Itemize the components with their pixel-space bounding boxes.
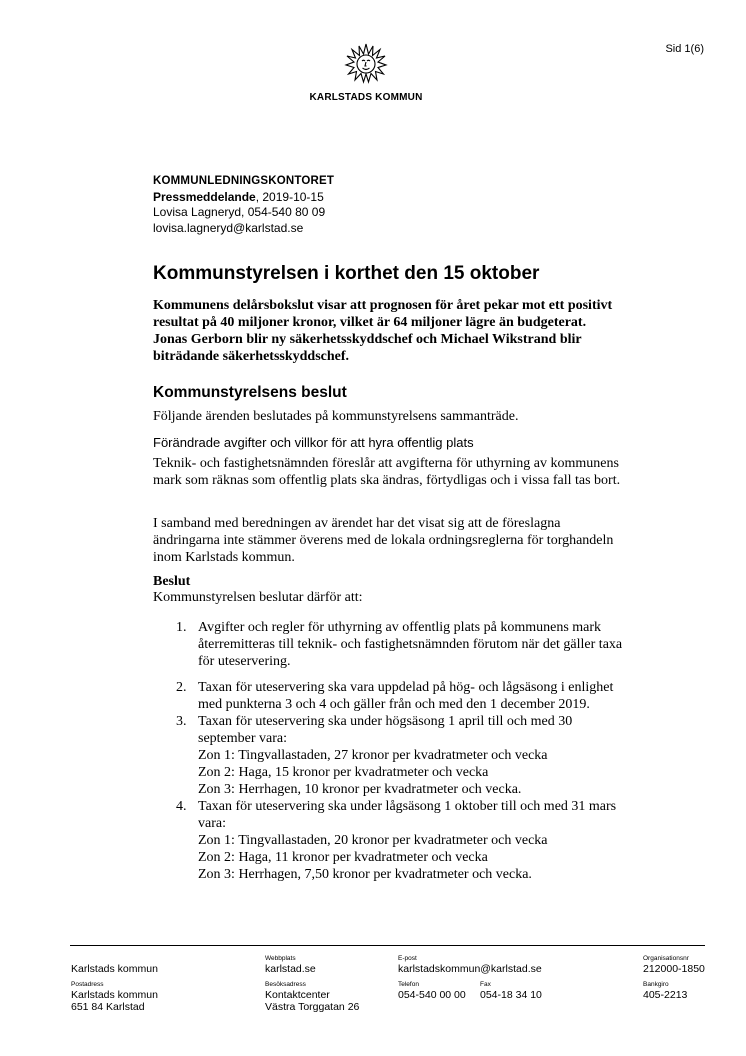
beslut-heading: Beslut <box>153 574 191 589</box>
list-item <box>170 619 630 670</box>
contact: Lovisa Lagneryd, 054-540 80 09 <box>153 205 326 219</box>
footer-fax: 054-18 34 10 <box>480 989 542 1001</box>
beslut-intro: Kommunstyrelsen beslutar därför att: <box>153 590 363 605</box>
list-number: 3. <box>176 714 187 729</box>
subheading: Förändrade avgifter och villkor för att hyra offentlig plats <box>153 435 474 450</box>
zone-line: Zon 1: Tingvallastaden, 27 kronor per kvadratmeter och vecka <box>198 748 548 763</box>
footer-label: Telefon <box>398 981 419 988</box>
intro-paragraph: Följande ärenden beslutades på kommunstyrelsens sammanträde. <box>153 409 519 424</box>
page-title: Kommunstyrelsen i korthet den 15 oktober <box>153 263 540 284</box>
list-item <box>170 798 630 883</box>
decision-list <box>170 619 630 883</box>
footer-line-text: Karlstads kommun <box>71 989 158 1001</box>
ingress: Kommunens delårsbokslut visar att prognosen för året pekar mot ett positivt resultat på 40 miljoner kronor, vilket är 64 miljoner lägre än budgeterat. Jonas Gerborn blir ny säkerhetsskyddschef och Michael Wikstrand blir biträdande säkerhetsskyddschef. <box>153 298 613 364</box>
list-number: 1. <box>176 620 187 635</box>
zone-line: Zon 1: Tingvallastaden, 20 kronor per kvadratmeter och vecka <box>198 833 548 848</box>
document-date: , 2019-10-15 <box>255 189 324 204</box>
list-item-text: Taxan för uteservering ska vara uppdelad på hög- och lågsäsong i enlighet med punkterna 3 och 4 och gäller från och med den 1 december 2019. <box>198 680 614 712</box>
footer-postal-address <box>71 989 158 1013</box>
section-heading: Kommunstyrelsens beslut <box>153 384 347 401</box>
footer-bankgiro: 405-2213 <box>643 989 688 1001</box>
list-item-text: Avgifter och regler för uthyrning av offentlig plats på kommunens mark återremitteras till teknik- och fastighetsnämnden förutom när det gäller taxa för uteservering. <box>198 620 623 669</box>
footer-line-text: Västra Torggatan 26 <box>265 1001 360 1013</box>
zone-line: Zon 2: Haga, 15 kronor per kvadratmeter och vecka <box>198 765 489 780</box>
footer-email: karlstadskommun@karlstad.se <box>398 963 542 975</box>
footer-website: karlstad.se <box>265 963 316 975</box>
zone-line: Zon 2: Haga, 11 kronor per kvadratmeter och vecka <box>198 850 488 865</box>
paragraph: I samband med beredningen av ärendet har det visat sig att de föreslagna ändringarna inte stämmer överens med de lokala ordningsreglerna för torghandeln inom Karlstads kommun. <box>153 516 614 565</box>
zone-line: Zon 3: Herrhagen, 10 kronor per kvadratmeter och vecka. <box>198 782 522 797</box>
footer-label: Fax <box>480 981 491 988</box>
list-item-text: Taxan för uteservering ska under lågsäsong 1 oktober till och med 31 mars vara: <box>198 799 617 831</box>
footer-phone: 054-540 00 00 <box>398 989 466 1001</box>
footer-label: E-post <box>398 955 417 962</box>
sun-emblem-icon <box>344 40 388 90</box>
footer-label: Bankgiro <box>643 981 669 988</box>
footer-label: Besöksadress <box>265 981 306 988</box>
contact-email: lovisa.lagneryd@karlstad.se <box>153 220 304 235</box>
zone-line: Zon 3: Herrhagen, 7,50 kronor per kvadratmeter och vecka. <box>198 867 532 882</box>
page-number: Sid 1(6) <box>665 43 704 55</box>
footer-line-text: Kontaktcenter <box>265 989 330 1001</box>
type-date-line <box>153 190 334 206</box>
paragraph: Teknik- och fastighetsnämnden föreslår att avgifterna för uthyrning av kommunens mark som räknas som offentlig plats ska ändras, förtydligas och i vissa fall tas bort. <box>153 456 621 488</box>
footer-name: Karlstads kommun <box>71 963 158 975</box>
footer-visit-address <box>265 989 359 1013</box>
department: KOMMUNLEDNINGSKONTORET <box>153 175 335 187</box>
list-item <box>170 713 630 798</box>
document-type: Pressmeddelande <box>153 189 256 204</box>
list-number: 2. <box>176 680 187 695</box>
logo-text: KARLSTADS KOMMUN <box>309 92 423 103</box>
footer-org-number: 212000-1850 <box>643 963 705 975</box>
list-item-text: Taxan för uteservering ska under högsäsong 1 april till och med 30 september vara: <box>198 714 573 746</box>
footer-line-text: 651 84 Karlstad <box>71 1001 145 1013</box>
document-meta <box>153 174 334 236</box>
footer-label: Postadress <box>71 981 104 988</box>
footer-divider <box>70 945 705 946</box>
footer-label: Organisationsnr <box>643 955 689 962</box>
list-item <box>170 679 630 713</box>
list-number: 4. <box>176 799 187 814</box>
footer-label: Webbplats <box>265 955 296 962</box>
